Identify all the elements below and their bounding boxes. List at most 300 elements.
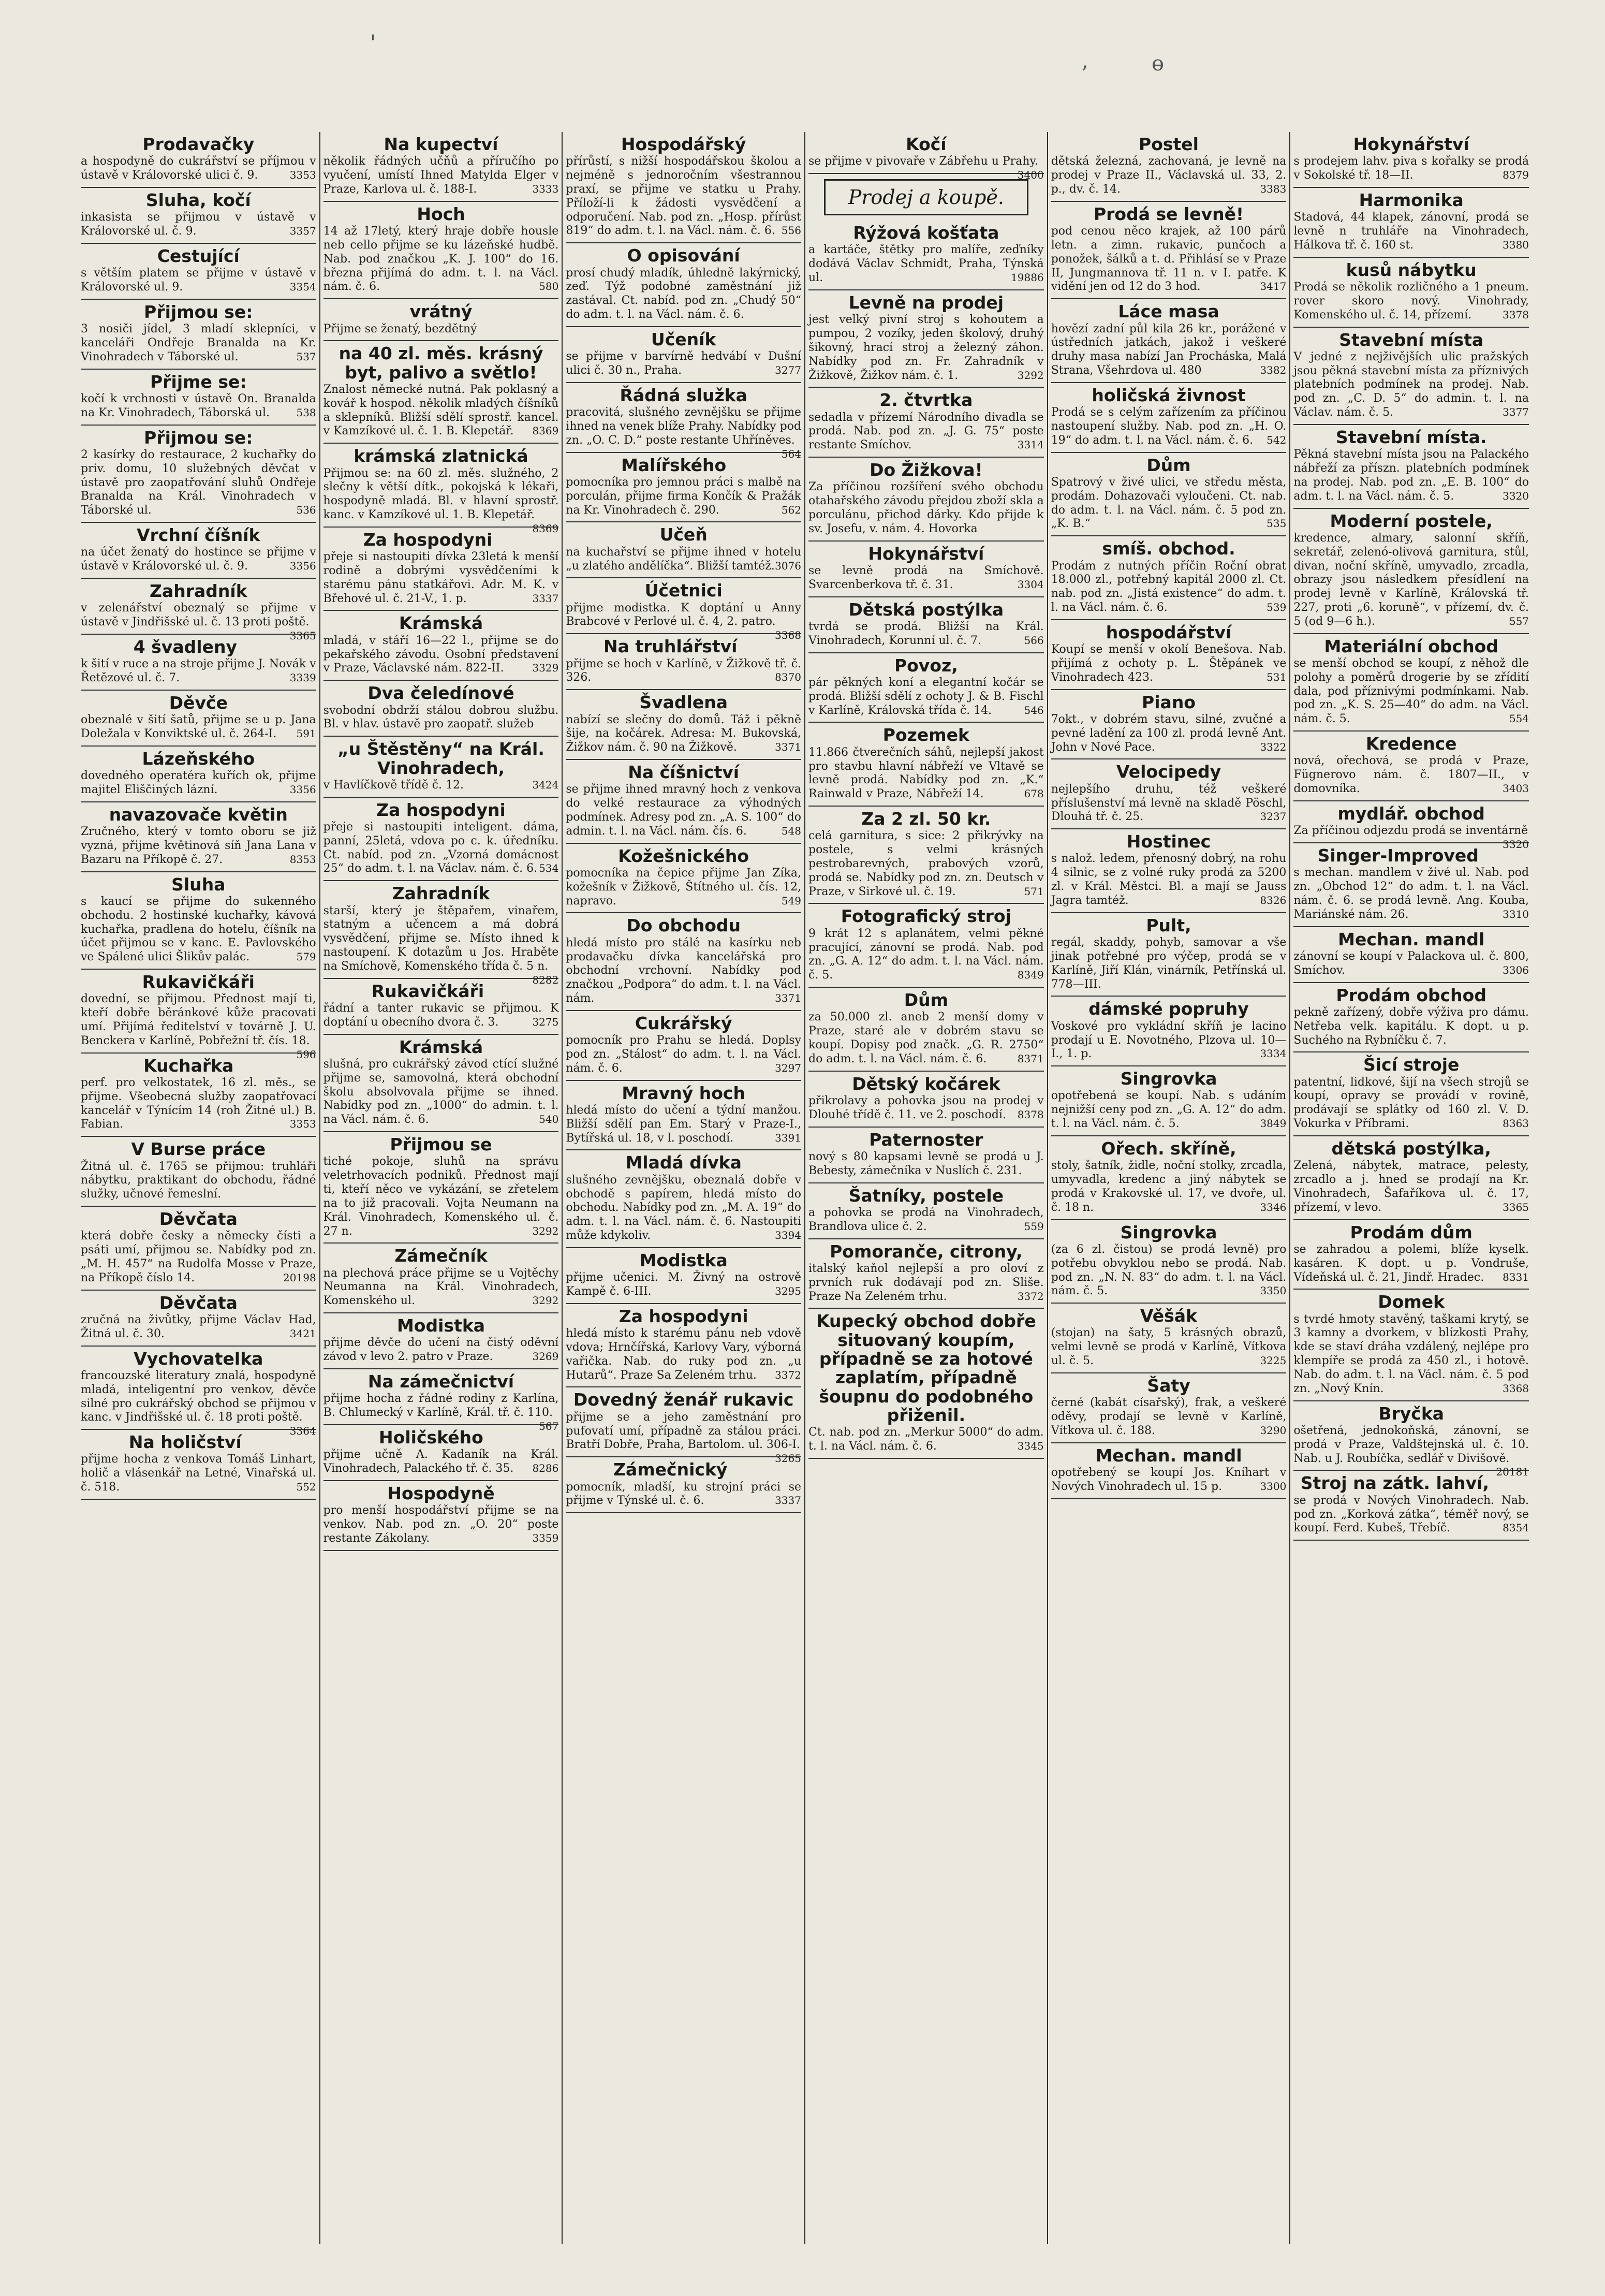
ad-text-block: [566, 1271, 801, 1299]
classified-ad: [81, 1291, 316, 1347]
classified-ad: [1293, 328, 1529, 425]
classified-ad: [81, 747, 316, 802]
classified-ad: [323, 611, 559, 681]
ad-number: 3849: [1260, 1117, 1287, 1130]
classified-ad: [1051, 536, 1287, 620]
ad-title: Moderní postele,: [1330, 510, 1493, 531]
ad-title: Na truhlářství: [603, 636, 738, 657]
ad-title: mydlář. obchod: [1337, 803, 1485, 824]
ad-text: nabízí se slečny do domů. Táž i pěkně šije, na kočárek. Adresa: M. Bukovská, Žižkov nám. č. 90 na Žižkově.: [566, 713, 802, 754]
ad-text-block: [81, 155, 316, 183]
ad-text-block: [566, 937, 801, 1006]
ad-text: řádní a tanter rukavic se přijmou. K doptání u obecního dvora č. 3.: [323, 1001, 559, 1029]
ad-number: 3345: [1017, 1439, 1044, 1452]
ad-text: s tvrdé hmoty stavěný, taškami krytý, se 3 kamny a dvorkem, v blízkosti Prahy, kde se staví dráha vzdálený, nejlépe pro klempíře se prodá za 450 zl., i hotově. Nab. do adm. t. l. na Václ. nám. č. 5 pod zn. „Nový Knín.: [1293, 1312, 1529, 1395]
classified-ad: [323, 681, 559, 737]
classified-ad: [808, 723, 1044, 807]
classified-ad: [808, 221, 1044, 290]
ad-text: (za 6 zl. čistou) se prodá levně) pro potřebu obvyklou nebo se prodá. Nab. pod zn. „N. N. 83“ do adm. t. l. na Václ. nám. č. 5.: [1051, 1242, 1287, 1298]
classified-ad: [323, 1035, 559, 1132]
ad-text: s větším platem se přijme v ústavě v Královorské ul. 9.: [81, 267, 316, 294]
ad-text: na plechová práce přijme se u Vojtěchy Neumanna na Král. Vinohradech, Komenského ul.: [323, 1266, 559, 1308]
classified-ad: [808, 1183, 1044, 1239]
ad-title: Cestující: [157, 245, 240, 266]
classified-ad: [81, 1347, 316, 1438]
ad-number: 580: [539, 280, 559, 293]
classified-ad: [1051, 1136, 1287, 1220]
ad-text: opotřebená se koupí. Nab. s udáním nejnižší ceny pod zn. „G. A. 12“ do adm. t. l. na Václ. nám. č. 5.: [1051, 1089, 1287, 1131]
ad-title: Prodavačky: [142, 134, 255, 154]
ad-text-block: [81, 713, 316, 741]
ad-title: Švadlena: [639, 692, 728, 713]
ad-title: Hokynářství: [868, 543, 984, 564]
ad-number: 8370: [775, 671, 802, 684]
ad-text-block: [81, 1076, 316, 1132]
classified-ad: [81, 132, 316, 188]
ad-number: 3400: [1017, 169, 1044, 182]
ad-title: kusů nábytku: [1346, 259, 1477, 280]
ad-text-block: [323, 466, 559, 535]
classified-ad: [81, 802, 316, 872]
ad-text: přijme učenici. M. Živný na ostrově Kampě č. 6-III.: [566, 1271, 802, 1298]
ad-number: 3417: [1260, 280, 1287, 293]
ad-title: Učeník: [651, 329, 716, 349]
ad-text-block: [1051, 406, 1287, 447]
ad-text-block: [81, 267, 316, 295]
ad-text-block: [1293, 155, 1529, 183]
ad-text-block: [566, 267, 801, 322]
ad-title: Singer-Improved: [1317, 845, 1479, 866]
classified-ad: [323, 881, 559, 986]
ad-title: Přijme se:: [150, 371, 247, 392]
ad-number: 3339: [289, 671, 316, 684]
ad-text-block: [808, 411, 1044, 452]
classified-ad: [81, 300, 316, 370]
ad-text-block: [566, 546, 801, 574]
ad-text-block: [1293, 866, 1529, 922]
classified-ad: [1051, 759, 1287, 829]
ad-text-block: [323, 323, 559, 337]
classified-ad: [1051, 1304, 1287, 1373]
ad-text-block: [323, 1392, 559, 1433]
classified-ad: [808, 1309, 1044, 1458]
ad-number: 3297: [775, 1061, 802, 1074]
classified-ad: [1051, 453, 1287, 537]
ad-text-block: [81, 448, 316, 518]
ad-number: 3275: [532, 1015, 559, 1028]
classified-ad: [1293, 927, 1529, 983]
ad-title: Do Žižkova!: [870, 460, 983, 480]
ad-text-block: [808, 243, 1044, 285]
ad-text: Za příčinou rozšíření svého obchodu otahařského závodu přejdou zboží skla a porculánu, přichod dárky. Kdo přijde k sv. Josefu, v. nám. 4. Hovorka: [808, 480, 1044, 535]
classified-ad: [808, 904, 1044, 988]
ad-text: přírůstí, s nižší hospodářskou školou a nejméně s jednoročním všestrannou praxí, se přijme ve statku u Prahy. Příloží-li k žádosti vysvědčení a odporučení. Nab. pod zn. „Hosp. přírůst 819“ do adm. t. l. na Václ. nám. č. 6.: [566, 155, 802, 238]
ad-number: 3380: [1503, 238, 1529, 251]
ad-text-block: [808, 1426, 1044, 1454]
ad-title: Rýžová košťata: [853, 223, 999, 243]
classified-ad: [81, 426, 316, 523]
ad-text-block: [1293, 532, 1529, 629]
classified-ad: [808, 807, 1044, 904]
ad-text: (stojan) na šaty, 5 krásných obrazů, velmi levně se prodá v Karlíně, Vítkova ul. č. 5.: [1051, 1326, 1287, 1368]
ad-text-block: [566, 155, 801, 238]
ad-text: zručná na živůtky, přijme Václav Had, Žitná ul. č. 30.: [81, 1313, 316, 1340]
ad-text: inkasista se přijmou v ústavě v Královorské ul. č. 9.: [81, 211, 316, 238]
ad-title: Děvčata: [159, 1209, 238, 1230]
ad-title: Malířského: [621, 455, 727, 475]
classified-ad: [81, 1137, 316, 1207]
ad-text: nový s 80 kapsami levně se prodá u J. Bebesty, zámečníka v Nuslích č. 231.: [808, 1150, 1044, 1177]
ad-text-block: [808, 1150, 1044, 1178]
ad-number: 19886: [1011, 271, 1044, 284]
ad-text: přijme hocha z řádné rodiny z Karlína, B. Chlumecký v Karlíně, Král. tř. č. 110.: [323, 1392, 559, 1420]
ad-text: se menší obchod se koupí, z něhož dle polohy a poměrů drogerie by se zřídití dala, pod příznivými podmínkami. Nab. pod zn. „K. S. 25—40“ do adm. na Václ. nám. č. 5.: [1293, 656, 1529, 726]
ad-title: Domek: [1378, 1292, 1445, 1312]
ad-text-block: [1051, 476, 1287, 531]
ad-text: ošetřená, jednokoňská, zánovní, se prodá v Praze, Valdštejnská ul. č. 10. Nab. u J. Roubíčka, sedlář v Divišově.: [1293, 1424, 1529, 1465]
ad-text-block: [323, 1267, 559, 1308]
classified-ad: [323, 737, 559, 797]
ad-text: a pohovka se prodá na Vinohradech, Brandlova ulice č. 2.: [808, 1206, 1044, 1233]
classified-ad: [81, 1207, 316, 1291]
ad-text: pekně zařízený, dobře výživa pro dámu. Netřeba velk. kapitálu. K dopt. u p. Suchého na Rybníčku č. 7.: [1293, 1005, 1529, 1047]
ad-text: prosí chudý mladík, úhledně lakýrnický, zeď. Týž podobné zaměstnání již zastával. Ct. nabíd. pod zn. „Chudý 50“ do adm. t. l. na Václ. nám. č. 6.: [566, 266, 802, 321]
ad-text: se přijme v pivovaře v Zábřehu u Prahy.: [808, 155, 1038, 168]
ad-text: přijme děvče do učení na čistý oděvní závod v levo 2. patro v Praze.: [323, 1336, 559, 1364]
ad-text: Žitná ul. č. 1765 se přijmou: truhláři nábytku, praktikant do obchodu, řádné služky, učnové řemeslní.: [81, 1160, 316, 1201]
ad-text-block: [323, 383, 559, 438]
ad-text: sedadla v přízemí Národního divadla se prodá. Nab. pod zn. „J. G. 75“ poste restante Smíchov.: [808, 411, 1044, 452]
classified-ad: [566, 913, 801, 1011]
ad-text: obeznalé v šití šatů, přijme se u p. Jana Doležala v Konviktské ul. č. 264-I.: [81, 713, 316, 741]
ad-text: zánovní se koupí v Palackova ul. č. 800, Smíchov.: [1293, 949, 1529, 977]
ad-number: 536: [296, 504, 316, 517]
ad-column: [804, 132, 1047, 2244]
ad-number: 3403: [1503, 782, 1529, 795]
ad-number: 3314: [1017, 438, 1044, 451]
ad-text: pomocníka pro jemnou práci s malbě na porculán, přijme firma Končík & Pražák na Kr. Vinohradech č. 290.: [566, 475, 802, 517]
ad-number: 3365: [1503, 1201, 1529, 1213]
ad-title: Dovedný ženář rukavic: [573, 1390, 794, 1410]
ad-text: hovězí zadní půl kila 26 kr., porážené v ústředních jatkách, jakož i veškeré druhy masa nabízí Jan Procháska, Malá Strana, Všehrdova ul. 480: [1051, 322, 1287, 377]
classified-ad: [808, 132, 1044, 182]
ad-text-block: [81, 1313, 316, 1341]
ad-text-block: [1293, 754, 1529, 796]
ad-title: „u Štěstěny“ na Král. Vinohradech,: [337, 739, 544, 778]
classified-ad: [1051, 829, 1287, 913]
ad-number: 8353: [289, 853, 316, 866]
ad-title: dámské popruhy: [1088, 999, 1249, 1019]
ad-text: pod cenou něco krajek, až 100 párů letn. a zimn. rukavic, punčoch a ponožek, šálků a t. d. Přihlásí se v Praze II, Jungmannova tř. 11 n. v I. patře. K vidění jen od 12 do 3 hod.: [1051, 225, 1287, 294]
ad-text: svobodní obdrží stálou dobrou službu. Bl. v hlav. ústavě pro zaopatř. služeb: [323, 704, 559, 731]
ad-text-block: [81, 1453, 316, 1494]
ad-number: 3356: [289, 783, 316, 796]
ad-title: Za hospodyni: [363, 529, 493, 550]
ad-number: 3334: [1260, 1047, 1287, 1060]
ad-number: 678: [1024, 787, 1044, 800]
classified-ad: [323, 1369, 559, 1433]
ad-title: Levně na prodej: [848, 292, 1004, 313]
ad-text-block: [81, 323, 316, 364]
ad-number: 3377: [1503, 406, 1529, 419]
ad-text: starší, který je štěpařem, vinařem, statným a učencem a má dobrá vysvědčení, přijme se. Místo ihned k nastoupení. K dotazům u Jos. Hraběte na Smíchově, Komenského třída č. 5 n.: [323, 904, 559, 973]
ad-number: 3383: [1260, 182, 1287, 195]
ad-text-block: [1051, 643, 1287, 684]
classified-ad: [1051, 913, 1287, 997]
ad-text: přijme modistka. K doptání u Anny Brabcové v Perlové ul. č. 4, 2. patro.: [566, 601, 802, 628]
ad-number: 3359: [532, 1531, 559, 1544]
ad-text-block: [808, 1262, 1044, 1304]
ad-text-block: [1051, 155, 1287, 196]
ad-number: 3322: [1260, 740, 1287, 753]
classified-ad: [566, 1304, 801, 1388]
classified-ad: [1293, 1401, 1529, 1479]
ad-text: několik řádných učňů a příručího po vyučení, umístí Ihned Matylda Elger v Praze, Karlova ul. č. 188-I.: [323, 155, 559, 196]
ad-number: 3292: [532, 1294, 559, 1307]
ad-number: 3394: [775, 1229, 802, 1242]
ad-text: v zelenářství obeznalý se přijme v ústavě v Jindřišské ul. č. 13 proti poště.: [81, 602, 316, 629]
ad-title: Rukavičkáři: [142, 972, 255, 992]
classified-ad: [1051, 299, 1287, 383]
ad-title: Holičského: [379, 1427, 483, 1448]
classified-ad: [808, 1128, 1044, 1183]
ad-title: Fotografický stroj: [841, 906, 1011, 927]
ad-text: Zelená, nábytek, matrace, pelesty, zrcadlo a j. hned se prodají na Kr. Vinohradech, Šafaříkova ul. č. 17, přízemí, v levo.: [1293, 1159, 1529, 1214]
ad-title: Hospodářský: [621, 134, 746, 154]
classified-ad: [808, 1072, 1044, 1128]
ad-text-block: [566, 1327, 801, 1382]
ad-number: 3350: [1260, 1284, 1287, 1297]
ad-text-block: [1051, 783, 1287, 824]
ad-text-block: [1293, 1006, 1529, 1047]
ad-text: která dobře česky a německy čísti a psáti umí, přijmou se. Nabídky pod zn. „M. H. 457“ na Rudolfa Mosse v Praze, na Příkopě číslo 14.: [81, 1230, 316, 1284]
ad-title: Postel: [1139, 134, 1199, 154]
classified-ad: [1293, 425, 1529, 509]
ad-title: Prodá se levně!: [1093, 203, 1244, 224]
ad-title: Kredence: [1365, 734, 1457, 754]
ad-title: Děvčata: [159, 1292, 238, 1313]
ad-title: Kočí: [906, 134, 947, 154]
ad-title: Lázeňského: [142, 748, 255, 769]
ad-title: Účetnici: [644, 580, 723, 601]
classified-ad: [808, 542, 1044, 597]
classified-ad: [566, 690, 801, 760]
ad-number: 8369: [532, 425, 559, 437]
ad-text-block: [1293, 950, 1529, 978]
ad-text: a hospodyně do cukrářství se příjmou v ústavě v Královorské ulici č. 9.: [81, 155, 316, 182]
page-mark-1: ': [370, 31, 376, 55]
ad-text: s mechan. mandlem v živé ul. Nab. pod zn. „Obchod 12“ do adm. t. l. na Václ. nám. č. 6. se prodá levně. Ang. Kouba, Mariánské nám. 26.: [1293, 866, 1529, 921]
ad-text: regál, skaddy, pohyb, samovar a vše jinak potřebné pro výčep, prodá se v Karlíně, Jiří Klán, vinárník, Petřínská ul. 778—III.: [1051, 936, 1287, 991]
ad-text: přeje si nastoupiti dívka 23letá k menší rodině a dobrými vysvědčeními k starému pánu statkářovi. Adr. M. K. v Břehové ul. č. 21-V., 1. p.: [323, 550, 559, 605]
ad-text-block: [323, 704, 559, 732]
classified-ad: [81, 872, 316, 970]
ad-text: 7okt., v dobrém stavu, silné, zvučné a pevné ladění za 100 zl. prodá levně Ant. John v Nové Pace.: [1051, 712, 1287, 754]
classified-ad: [81, 188, 316, 244]
ad-text: V jedné z nejživějších ulic pražských jsou pěkná stavební místa za příznivých platebních podmínek na prodej. Nab. pod zn. „C. D. 5“ do admin. t. l. na Václav. nám. č. 5.: [1293, 350, 1529, 419]
ad-text-block: [1051, 1089, 1287, 1131]
ad-number: 8379: [1503, 169, 1529, 182]
ad-title: Bryčka: [1378, 1403, 1445, 1424]
ad-text: za 50.000 zl. aneb 2 menší domy v Praze, staré ale v dobrém stavu se koupí. Dopisy pod značk. „G. R. 2750“ do adm. t. l. na Václ. nám. č. 6.: [808, 1011, 1044, 1065]
ad-text: celá garnitura, s sice: 2 přikrývky na postele, s velmi krásných pestrobarevných, prabových vzorů, prodá se. Nabídky pod zn. zn. Deutsch v Praze, v Sirkové ul. č. 19.: [808, 829, 1044, 898]
ad-title: Kožešnického: [618, 845, 749, 866]
classified-ad: [566, 1248, 801, 1304]
ad-text-block: [566, 1104, 801, 1145]
ad-text-block: [81, 992, 316, 1061]
ad-title: navazovače květin: [109, 804, 288, 825]
ad-title: Hokynářství: [1353, 134, 1469, 154]
ad-number: 559: [1024, 1220, 1044, 1233]
classified-ad: [566, 1457, 801, 1513]
ad-title: hospodářství: [1106, 622, 1232, 642]
ad-text: přijme hocha z venkova Tomáš Linhart, holič a vlásenkář na Letné, Vinařská ul. č. 518.: [81, 1453, 316, 1494]
ad-number: 3337: [532, 592, 559, 605]
classified-ad: [1293, 732, 1529, 801]
ad-number: 8354: [1503, 1522, 1529, 1534]
ad-text: Stadová, 44 klapek, zánovní, prodá se levně n truhláře na Vinohradech, Hálkova tř. č. 160 st.: [1293, 211, 1529, 252]
ad-text: a kartáče, štětky pro malíře, zeďníky dodává Václav Schmidt, Praha, Týnská ul.: [808, 243, 1044, 285]
ad-number: 596: [296, 1048, 316, 1061]
ad-number: 8331: [1503, 1270, 1529, 1283]
ad-title: Zámečník: [394, 1246, 488, 1266]
ad-number: 3076: [775, 559, 802, 572]
ad-number: 539: [1267, 601, 1287, 613]
classified-ad: [1293, 843, 1529, 927]
ad-text-block: [1293, 1243, 1529, 1284]
classified-ad: [1051, 1373, 1287, 1443]
ad-title: Rukavičkáři: [371, 981, 484, 1001]
ad-text-block: [1051, 323, 1287, 378]
ad-text: italský kaňol nejlepší a pro oloví z prvních ruk dodávají pod zn. Sliše. Praze Na Zeleném trhu.: [808, 1262, 1044, 1303]
ad-text-block: [808, 564, 1044, 592]
ad-number: 571: [1024, 885, 1044, 898]
ad-text: perf. pro velkostatek, 16 zl. měs., se přijme. Všeobecná služby zaopatřovací kancelář v Týnícím 14 (roh Žitné ul.) B. Fabian.: [81, 1076, 316, 1131]
classified-ad: [323, 1132, 559, 1244]
classified-ad: [808, 388, 1044, 458]
ad-title: Paternoster: [869, 1129, 983, 1150]
ad-title: Mechan. mandl: [1338, 929, 1485, 949]
ad-title: Děvče: [169, 692, 228, 713]
ad-text-block: [566, 406, 802, 460]
ad-number: 3378: [1503, 308, 1529, 321]
classified-ad: [1293, 634, 1529, 732]
ad-number: 548: [781, 824, 802, 837]
ad-text: se zahradou a polemi, blíže kyselk. kasáren. K dopt. u p. Vondruše, Vídeňská ul. č. 21, Jindř. Hradec.: [1293, 1242, 1529, 1284]
ad-text: stoly, šatník, židle, noční stolky, zrcadla, umyvadla, kredenc a jiný nábytek se prodá v Krakovské ul. 17, ve dvoře, ul. č. 18 n.: [1051, 1159, 1287, 1214]
ad-number: 3225: [1260, 1354, 1287, 1367]
ad-text-block: [566, 783, 801, 838]
ad-text-block: [323, 225, 559, 294]
ad-text: slušného zevnějšku, obeznalá dobře v obchodě s papírem, hledá místo do obchodu. Nabídky pod zn. „M. A. 19“ do adm. t. l. na Václ. nám. č. 6. Nastoupiti může kdykoliv.: [566, 1173, 802, 1242]
classified-ad: [323, 1425, 559, 1481]
ad-text-block: [1051, 1326, 1287, 1368]
ad-title: Dům: [904, 990, 948, 1011]
ad-text: Spatrový v živé ulici, ve středu města, prodám. Dohazovači vyloučeni. Ct. nab. do adm. t. l. na Václ. nám. č. 5 pod zn. „K. B.“: [1051, 475, 1287, 531]
ad-text: kočí k vrchnosti v ústavě On. Branalda na Kr. Vinohradech, Táborská ul.: [81, 392, 316, 419]
ad-title: Mladá dívka: [625, 1152, 742, 1173]
ad-number: 3356: [289, 560, 316, 573]
ad-title: Ořech. skříně,: [1101, 1138, 1236, 1159]
classified-ad: [1293, 1136, 1529, 1220]
ad-text: nová, ořechová, se prodá v Praze, Fügnerovo nám. č. 1807—II., v domovníka.: [1293, 754, 1529, 796]
ad-text-block: [81, 1160, 316, 1202]
ad-number: 556: [781, 224, 802, 237]
classified-ad: [81, 579, 316, 642]
classified-ad: [1051, 620, 1287, 690]
ad-title: Na zámečnictví: [367, 1371, 514, 1392]
ad-text: dovedného operatéra kuřích ok, přijme majitel Eliščiných lázní.: [81, 769, 316, 796]
classified-ad: [1293, 132, 1529, 188]
ad-text: Prodá se s celým zařízením za příčinou nastoupení služby. Nab. pod zn. „H. O. 19“ do adm. t. l. na Václ. nám. č. 6.: [1051, 406, 1287, 447]
ad-text-block: [808, 1206, 1044, 1234]
ad-title: Piano: [1142, 692, 1196, 712]
ad-text: Prodá se několik rozličného a 1 pneum. rover skoro nový. Vinohrady, Komenského ul. č. 14, přízemí.: [1293, 281, 1529, 321]
ad-text-block: [323, 1448, 559, 1476]
classified-ad: [808, 1239, 1044, 1309]
ad-text: s prodejem lahv. piva s kořalky se prodá v Sokolské tř. 18—II.: [1293, 155, 1529, 182]
ad-number: 534: [539, 862, 559, 875]
ad-number: 549: [781, 894, 802, 907]
ad-text-block: [81, 825, 316, 867]
ad-number: 3320: [1503, 838, 1529, 851]
classified-ad: [323, 132, 559, 202]
classified-ad: [81, 1054, 316, 1137]
ad-text: patentní, lidkové, šijí na všech strojů se koupí, opravy se provádí v rovině, prodávají se splátky od 160 zl. V. D. Vokurka v Příbrami.: [1293, 1075, 1529, 1131]
ad-text-block: [808, 829, 1044, 899]
ad-text: tiché pokoje, sluhů na správu veletrhovacích podniků. Přednost mají ti, kteří něco ve vykázání, se zřetelem na to již pracovali. Vojta Neumann na Král. Vinohradech, Komenského ul. č. 27 n.: [323, 1155, 559, 1238]
ad-text-block: [1293, 281, 1529, 322]
ad-text: francouzské literatury znalá, hospodyně mladá, inteligentní pro venkov, děvče silné pro cukrářský obchod se přijmou v kanc. v Jindřišské ul. č. 18 proti poště.: [81, 1369, 316, 1424]
classified-ad: [323, 798, 559, 882]
classified-ad: [566, 522, 801, 578]
ad-number: 3353: [289, 1118, 316, 1131]
ad-text-block: [1051, 225, 1287, 294]
ad-text-block: [1293, 824, 1529, 851]
ad-text: mladá, v stáří 16—22 l., přijme se do pekařského závodu. Osobní představení v Praze, Václavské nám. 822-II.: [323, 634, 559, 675]
classified-ad: [323, 1244, 559, 1313]
ad-number: 3372: [1017, 1290, 1044, 1303]
classified-ad: [81, 370, 316, 426]
ad-text-block: [808, 927, 1044, 983]
ad-number: 3277: [775, 364, 802, 376]
ad-title: Učeň: [659, 524, 708, 545]
ad-number: 3353: [289, 169, 316, 182]
ad-number: 3295: [775, 1284, 802, 1297]
classified-ad: [1293, 1052, 1529, 1136]
classified-ad: [1051, 1066, 1287, 1136]
ad-number: 564: [781, 447, 802, 460]
classified-ad: [566, 453, 801, 523]
ad-number: 3237: [1260, 810, 1287, 823]
ad-number: 8378: [1017, 1108, 1044, 1121]
ad-text: přikrolavy a pohovka jsou na prodej v Dlouhé třídě č. 11. ve 2. poschodí.: [808, 1094, 1044, 1121]
classified-ad: [808, 458, 1044, 542]
ad-text-block: [81, 1369, 316, 1438]
classified-ad: [566, 760, 801, 844]
ad-text: hledá místo k starému pánu neb vdově vdova; Hrnčířská, Karlovy Vary, výborná vařička. Nab. do ruky pod zn. „u Hutarů“. Praze Sa Zeleném trhu.: [566, 1327, 802, 1382]
ad-text: 3 nosiči jídel, 3 mladí sklepníci, v kanceláři Ondřeje Branalda na Kr. Vinohradech v Táborské ul.: [81, 323, 316, 363]
ad-number: 3333: [532, 182, 559, 195]
ad-title: Stavební místa.: [1335, 427, 1487, 447]
ad-text-block: [81, 211, 316, 239]
ad-text: hledá místo do učení a týdní manžou. Bližší sdělí pan Em. Starý v Praze-I., Bytířská ul. 18, v l. poschodí.: [566, 1103, 802, 1145]
ad-number: 3306: [1503, 963, 1529, 976]
ad-text-block: [1293, 350, 1529, 420]
classified-ad: [808, 988, 1044, 1072]
classified-ad: [566, 844, 801, 914]
ad-number: 8286: [532, 1462, 559, 1475]
